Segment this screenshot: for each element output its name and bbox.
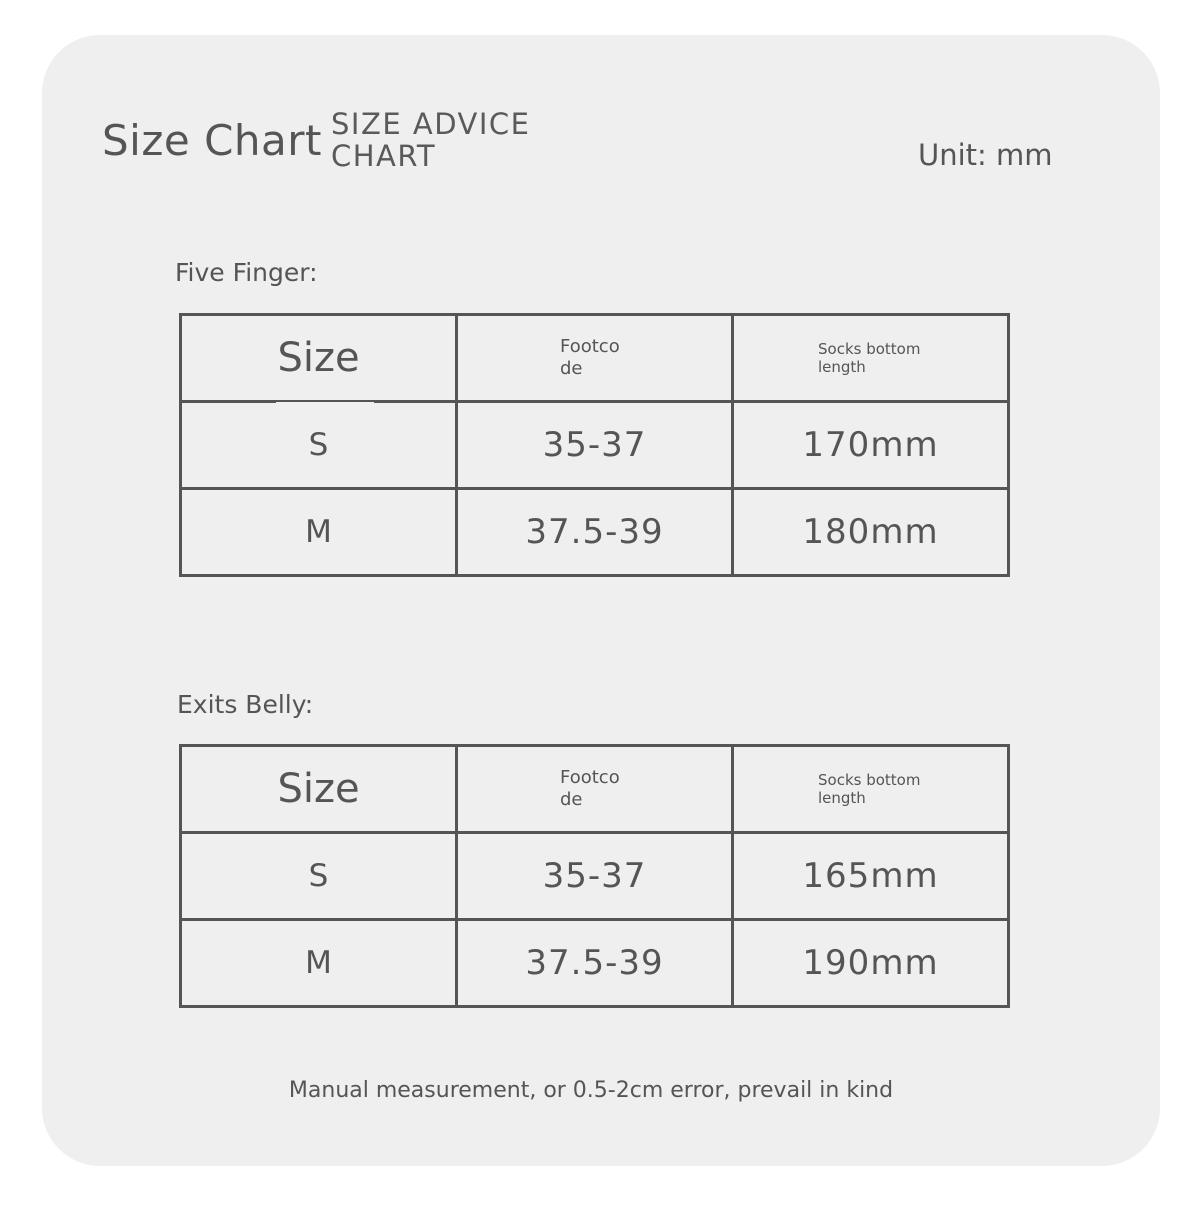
table-row [181,489,1009,576]
cell-size: S [181,402,457,489]
page-subtitle [331,108,531,172]
table-header-row [181,315,1009,402]
cell-length: 190mm [733,920,1009,1007]
measurement-note-text: Manual measurement, or 0.5-2cm error, prevail in kind [288,1078,894,1103]
header-cell-footcode [457,315,733,402]
border-gap [276,402,374,407]
header-cell-size: Size [181,746,457,833]
cell-size: M [181,920,457,1007]
size-table-exits-belly [179,744,1010,1008]
cell-footcode: 35-37 [457,833,733,920]
header-cell-length [733,746,1009,833]
page-title: Size Chart [102,116,322,165]
cell-footcode: 37.5-39 [457,489,733,576]
section-label-exits-belly: Exits Belly: [177,690,314,719]
size-table-five-finger [179,313,1010,577]
header-cell-footcode [457,746,733,833]
table-row [181,920,1009,1007]
table-header-row [181,746,1009,833]
table-row [181,833,1009,920]
header-footcode-label: Footco de [560,767,620,810]
subtitle-line-2: CHART [331,139,437,173]
unit-label: Unit: mm [918,138,1053,172]
subtitle-line-1: SIZE ADVICE [331,107,531,141]
cell-footcode: 35-37 [457,402,733,489]
section-label-five-finger: Five Finger: [175,258,318,287]
header-length-label: Socks bottom length [818,771,921,807]
cell-length: 165mm [733,833,1009,920]
header-cell-length [733,315,1009,402]
header-footcode-label: Footco de [560,336,620,379]
measurement-note [0,1078,1200,1103]
cell-footcode: 37.5-39 [457,920,733,1007]
cell-size: S [181,833,457,920]
header-cell-size: Size [181,315,457,402]
cell-length: 170mm [733,402,1009,489]
header-length-label: Socks bottom length [818,340,921,376]
cell-length: 180mm [733,489,1009,576]
table-row [181,402,1009,489]
cell-size: M [181,489,457,576]
